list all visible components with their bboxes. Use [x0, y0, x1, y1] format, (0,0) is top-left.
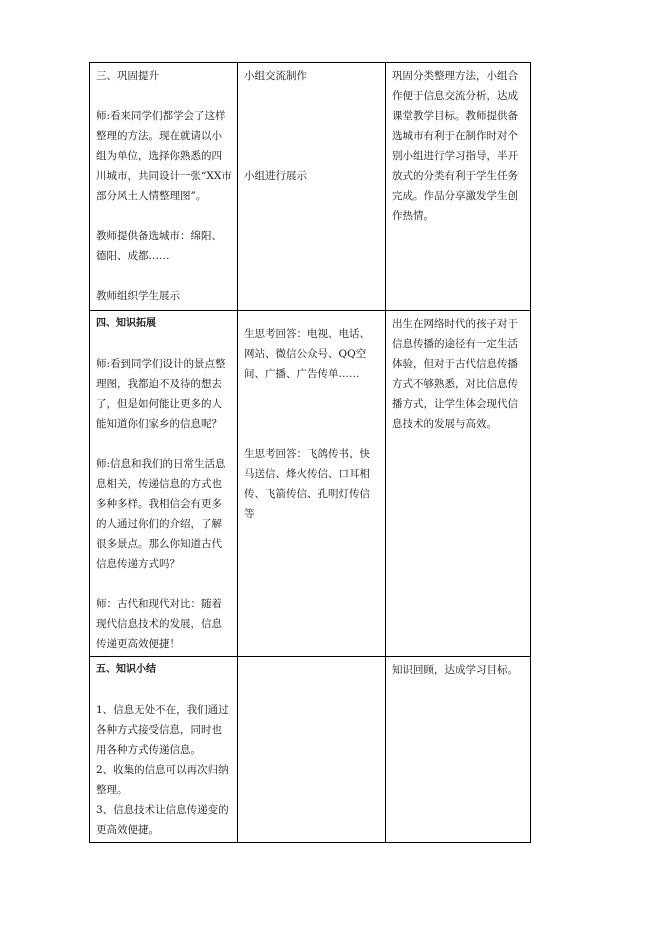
teacher-activity-cell — [90, 657, 238, 843]
teacher-text: 3、信息技术让信息传递变的更高效便捷。 — [96, 804, 229, 836]
intent-text: 知识回顾，达成学习目标。 — [392, 664, 518, 676]
student-activity-cell — [238, 63, 386, 311]
design-intent-cell — [386, 657, 531, 843]
student-activity-cell — [238, 657, 386, 843]
teacher-text: 教师提供备选城市：绵阳、德阳、成都…… — [96, 230, 222, 262]
teacher-text: 1、信息无处不在，我们通过各种方式接受信息，同时也用各种方式传递信息。 — [96, 704, 229, 756]
teacher-text: 师：古代和现代对比：随着现代信息技术的发展，信息传递更高效便捷！ — [96, 598, 222, 650]
section-heading: 三、巩固提升 — [96, 70, 159, 82]
teacher-text: 师:看到同学们设计的景点整理图，我都迫不及待的想去了，但是如何能让更多的人能知道你们家乡的信息呢？ — [96, 358, 226, 430]
student-text: 小组进行展示 — [244, 170, 307, 182]
intent-text: 出生在网络时代的孩子对于信息传播的途径有一定生活体验，但对于古代信息传播方式不够熟悉，对比信息传播方式，让学生体会现代信息技术的发展与高效。 — [392, 318, 518, 430]
teacher-text: 师:看来同学们都学会了这样整理的方法。现在就请以小组为单位，选择你熟悉的四川城市，共同设计一张“XX市部分风土人情整理图”。 — [96, 110, 232, 202]
teacher-text: 2、收集的信息可以再次归纳整理。 — [96, 764, 229, 796]
student-text: 生思考回答：飞鸽传书、快马送信、烽火传信、口耳相传、飞箭传信、孔明灯传信等 — [244, 448, 370, 520]
teacher-text: 教师组织学生展示 — [96, 290, 180, 302]
section-heading: 四、知识拓展 — [96, 318, 156, 329]
table-row-extension — [90, 311, 531, 657]
teacher-activity-cell — [90, 63, 238, 311]
table-row-summary — [90, 657, 531, 843]
student-text: 小组交流制作 — [244, 70, 307, 82]
teacher-activity-cell — [90, 311, 238, 657]
design-intent-cell — [386, 63, 531, 311]
lesson-plan-table — [89, 62, 531, 843]
teacher-text: 师:信息和我们的日常生活息息相关，传递信息的方式也多种多样。我相信会有更多的人通过你们的介绍，了解很多景点。那么你知道古代信息传递方式吗？ — [96, 458, 226, 570]
section-heading: 五、知识小结 — [96, 664, 156, 675]
intent-text: 巩固分类整理方法，小组合作便于信息交流分析，达成课堂教学目标。教师提供备选城市有利于在制作时对个别小组进行学习指导，半开放式的分类有利于学生任务完成。作品分享激发学生创作热情。 — [392, 70, 518, 222]
table-row-consolidation — [90, 63, 531, 311]
student-activity-cell — [238, 311, 386, 657]
student-text: 生思考回答：电视、电话、网站、微信公众号、QQ空间、广播、广告传单…… — [244, 328, 370, 380]
design-intent-cell — [386, 311, 531, 657]
